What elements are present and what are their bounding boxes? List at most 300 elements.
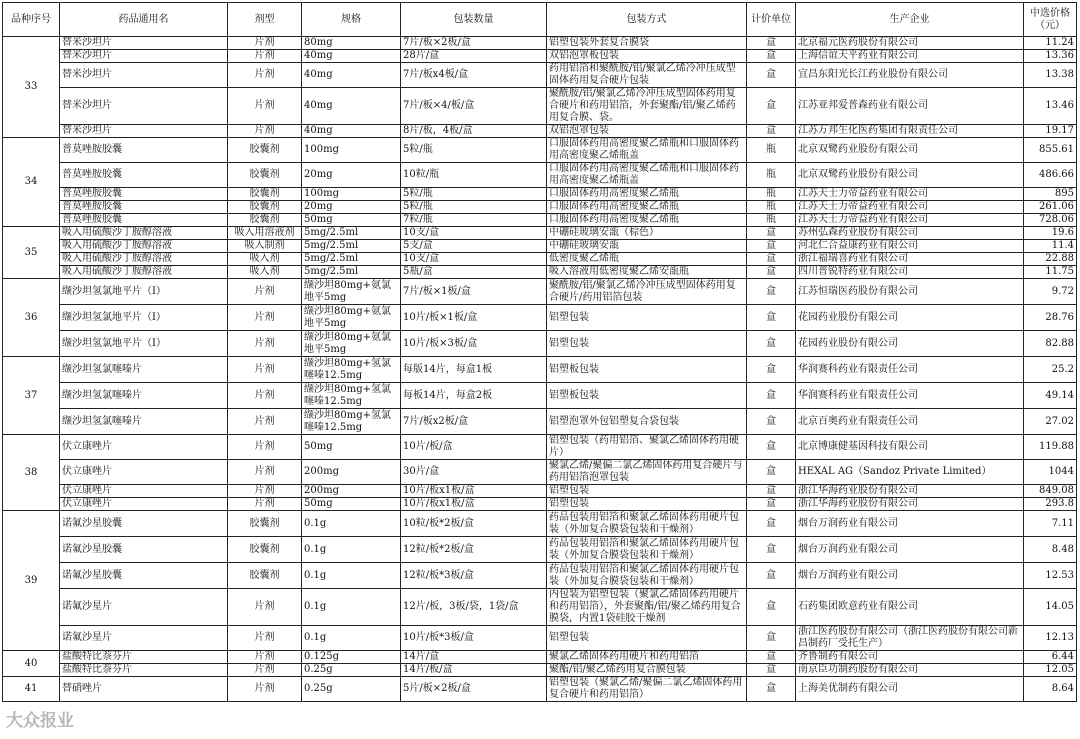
price-unit-cell: 瓶 [747, 188, 796, 201]
table-row [3, 188, 1077, 201]
price-cell: 27.02 [1024, 409, 1077, 435]
manufacturer-cell: 江苏万邦生化医药集团有限责任公司 [796, 125, 1024, 138]
price-cell: 1044 [1024, 460, 1077, 485]
pack-method-cell: 口服固体药用高密度聚乙烯瓶和口服固体药用高密度聚乙烯瓶盖 [547, 138, 747, 163]
pack-method-cell: 中硼硅玻璃安瓿 [547, 240, 747, 253]
table-row [3, 435, 1077, 460]
price-cell: 261.06 [1024, 201, 1077, 214]
pack-method-cell: 铝塑包装（药用铝箔、聚氯乙烯固体药用硬片） [547, 435, 747, 460]
manufacturer-cell: 江苏亚邦爱普森药业有限公司 [796, 88, 1024, 125]
table-row [3, 626, 1077, 651]
pack-qty-cell: 10粒/瓶 [401, 163, 547, 188]
price-unit-cell: 盒 [747, 125, 796, 138]
manufacturer-cell: 花园药业股份有限公司 [796, 331, 1024, 357]
manufacturer-cell: HEXAL AG（Sandoz Private Limited） [796, 460, 1024, 485]
table-row [3, 88, 1077, 125]
drug-name-cell: 缬沙坦氢氯噻嗪片 [60, 409, 228, 435]
dosage-form-cell: 胶囊剂 [228, 563, 302, 589]
manufacturer-cell: 浙江福瑞喜药业有限公司 [796, 253, 1024, 266]
dosage-form-cell: 吸入剂 [228, 253, 302, 266]
spec-cell: 200mg [302, 460, 401, 485]
table-row [3, 511, 1077, 537]
header-row [3, 3, 1077, 37]
pack-qty-cell: 10粒/板*2板/盒 [401, 511, 547, 537]
price-unit-cell: 瓶 [747, 201, 796, 214]
table-row [3, 125, 1077, 138]
header-group: 品种序号 [3, 3, 60, 37]
group-number: 37 [3, 357, 60, 435]
pack-qty-cell: 10片/板x1板/盒 [401, 498, 547, 511]
spec-cell: 100mg [302, 188, 401, 201]
group-number: 36 [3, 279, 60, 357]
dosage-form-cell: 片剂 [228, 305, 302, 331]
pack-method-cell: 铝塑包装 [547, 305, 747, 331]
pack-qty-cell: 10片/板×3板/盒 [401, 331, 547, 357]
pack-qty-cell: 5粒/瓶 [401, 188, 547, 201]
spec-cell: 缬沙坦80mg+氨氯地平5mg [302, 279, 401, 305]
manufacturer-cell: 华润赛科药业有限责任公司 [796, 383, 1024, 409]
table-row [3, 266, 1077, 279]
table-row [3, 409, 1077, 435]
drug-name-cell: 普莫唑胺胶囊 [60, 163, 228, 188]
spec-cell: 缬沙坦80mg+氢氯噻嗪12.5mg [302, 357, 401, 383]
price-cell: 12.53 [1024, 563, 1077, 589]
price-unit-cell: 盒 [747, 537, 796, 563]
spec-cell: 缬沙坦80mg+氢氯噻嗪12.5mg [302, 383, 401, 409]
table-row [3, 37, 1077, 50]
manufacturer-cell: 宜昌东阳光长江药业股份有限公司 [796, 63, 1024, 88]
table-row [3, 214, 1077, 227]
table-row [3, 163, 1077, 188]
price-cell: 12.05 [1024, 664, 1077, 677]
price-unit-cell: 盒 [747, 511, 796, 537]
manufacturer-cell: 烟台万润药业有限公司 [796, 563, 1024, 589]
pack-qty-cell: 10片/板*3板/盒 [401, 626, 547, 651]
dosage-form-cell: 片剂 [228, 63, 302, 88]
pack-method-cell: 聚酯/铝/聚乙烯药用复合膜包装 [547, 664, 747, 677]
dosage-form-cell: 胶囊剂 [228, 138, 302, 163]
drug-name-cell: 缬沙坦氢氯噻嗪片 [60, 357, 228, 383]
pack-method-cell: 聚酰胺/铝/聚氯乙烯冷冲压成型固体药用复合硬片/药用铝箔包装 [547, 279, 747, 305]
price-unit-cell: 盒 [747, 63, 796, 88]
price-unit-cell: 盒 [747, 651, 796, 664]
manufacturer-cell: 浙江华海药业股份有限公司 [796, 498, 1024, 511]
dosage-form-cell: 片剂 [228, 357, 302, 383]
spec-cell: 40mg [302, 88, 401, 125]
spec-cell: 100mg [302, 138, 401, 163]
manufacturer-cell: 江苏天士力帝益药业有限公司 [796, 214, 1024, 227]
spec-cell: 0.1g [302, 563, 401, 589]
drug-name-cell: 吸入用硫酸沙丁胺醇溶液 [60, 266, 228, 279]
group-number: 34 [3, 138, 60, 227]
pack-qty-cell: 每板14片，每盒2板 [401, 383, 547, 409]
pack-method-cell: 聚氯乙烯固体药用硬片和药用铝箔 [547, 651, 747, 664]
price-unit-cell: 盒 [747, 279, 796, 305]
manufacturer-cell: 上海美优制药有限公司 [796, 677, 1024, 702]
price-unit-cell: 盒 [747, 664, 796, 677]
drug-name-cell: 伏立康唑片 [60, 435, 228, 460]
dosage-form-cell: 吸入用溶液剂 [228, 227, 302, 240]
watermark-logo: 大众报业 [6, 711, 74, 731]
drug-name-cell: 盐酸特比萘芬片 [60, 651, 228, 664]
manufacturer-cell: 北京博康健基因科技有限公司 [796, 435, 1024, 460]
price-unit-cell: 瓶 [747, 163, 796, 188]
manufacturer-cell: 烟台万润药业有限公司 [796, 511, 1024, 537]
table-row [3, 651, 1077, 664]
manufacturer-cell: 江苏天士力帝益药业有限公司 [796, 201, 1024, 214]
price-unit-cell: 盒 [747, 227, 796, 240]
pack-method-cell: 双铝泡罩包装 [547, 125, 747, 138]
pack-qty-cell: 每版14片，每盒1板 [401, 357, 547, 383]
dosage-form-cell: 片剂 [228, 331, 302, 357]
price-unit-cell: 盒 [747, 677, 796, 702]
drug-name-cell: 缬沙坦氢氯地平片（Ⅰ） [60, 279, 228, 305]
table-row [3, 498, 1077, 511]
pack-method-cell: 药品包装用铝箔和聚氯乙烯固体药用硬片包装（外加复合膜袋包装和干燥剂） [547, 563, 747, 589]
price-cell: 9.72 [1024, 279, 1077, 305]
price-cell: 11.24 [1024, 37, 1077, 50]
table-row [3, 240, 1077, 253]
dosage-form-cell: 片剂 [228, 589, 302, 626]
pack-qty-cell: 7片/板×4/板/盒 [401, 88, 547, 125]
drug-name-cell: 普莫唑胺胶囊 [60, 138, 228, 163]
pack-method-cell: 铝塑包装 [547, 626, 747, 651]
price-cell: 486.66 [1024, 163, 1077, 188]
spec-cell: 50mg [302, 214, 401, 227]
price-cell: 19.6 [1024, 227, 1077, 240]
drug-name-cell: 伏立康唑片 [60, 460, 228, 485]
pack-qty-cell: 5粒/瓶 [401, 201, 547, 214]
header-spec: 规格 [302, 3, 401, 37]
drug-name-cell: 伏立康唑片 [60, 485, 228, 498]
spec-cell: 20mg [302, 201, 401, 214]
pack-method-cell: 聚氯乙烯/聚偏二氯乙烯固体药用复合硬片与药用铝箔泡罩包装 [547, 460, 747, 485]
dosage-form-cell: 片剂 [228, 460, 302, 485]
price-unit-cell: 盒 [747, 435, 796, 460]
drug-name-cell: 吸入用硫酸沙丁胺醇溶液 [60, 227, 228, 240]
table-row [3, 485, 1077, 498]
header-price: 中选价格（元） [1024, 3, 1077, 37]
price-cell: 8.64 [1024, 677, 1077, 702]
drug-name-cell: 替米沙坦片 [60, 88, 228, 125]
dosage-form-cell: 胶囊剂 [228, 201, 302, 214]
spec-cell: 200mg [302, 485, 401, 498]
drug-name-cell: 缬沙坦氢氯地平片（Ⅰ） [60, 305, 228, 331]
dosage-form-cell: 片剂 [228, 677, 302, 702]
price-cell: 25.2 [1024, 357, 1077, 383]
group-number: 35 [3, 227, 60, 279]
price-cell: 7.11 [1024, 511, 1077, 537]
pack-method-cell: 低密度聚乙烯瓶 [547, 253, 747, 266]
table-row [3, 253, 1077, 266]
table-row [3, 50, 1077, 63]
price-unit-cell: 瓶 [747, 138, 796, 163]
table-row [3, 563, 1077, 589]
dosage-form-cell: 胶囊剂 [228, 511, 302, 537]
pack-method-cell: 内包装为铝塑包装（聚氯乙烯固体药用硬片和药用铝箔），外套聚酯/铝/聚乙烯药用复合膜袋，内置1袋硅胶干燥剂 [547, 589, 747, 626]
price-cell: 11.4 [1024, 240, 1077, 253]
price-cell: 6.44 [1024, 651, 1077, 664]
drug-name-cell: 盐酸特比萘芬片 [60, 664, 228, 677]
header-name: 药品通用名 [60, 3, 228, 37]
price-unit-cell: 盒 [747, 485, 796, 498]
table-row [3, 305, 1077, 331]
pack-method-cell: 药品包装用铝箔和聚氯乙烯固体药用硬片包装（外加复合膜袋包装和干燥剂） [547, 511, 747, 537]
drug-name-cell: 缬沙坦氢氯噻嗪片 [60, 383, 228, 409]
drug-name-cell: 替米沙坦片 [60, 63, 228, 88]
manufacturer-cell: 北京百奥药业有限责任公司 [796, 409, 1024, 435]
price-cell: 12.13 [1024, 626, 1077, 651]
dosage-form-cell: 片剂 [228, 485, 302, 498]
price-unit-cell: 盒 [747, 589, 796, 626]
pack-qty-cell: 10片/板x1板/盒 [401, 485, 547, 498]
manufacturer-cell: 四川普锐特药业有限公司 [796, 266, 1024, 279]
manufacturer-cell: 上海信谊天平药业有限公司 [796, 50, 1024, 63]
table-row [3, 537, 1077, 563]
price-cell: 13.38 [1024, 63, 1077, 88]
spec-cell: 40mg [302, 63, 401, 88]
price-unit-cell: 盒 [747, 305, 796, 331]
price-unit-cell: 盒 [747, 498, 796, 511]
pack-method-cell: 铝塑泡罩外包铝塑复合袋包装 [547, 409, 747, 435]
pack-method-cell: 口服固体药用高密度聚乙烯瓶 [547, 201, 747, 214]
pack-qty-cell: 10片/板/盒 [401, 435, 547, 460]
spec-cell: 0.125g [302, 651, 401, 664]
price-unit-cell: 盒 [747, 37, 796, 50]
spec-cell: 0.25g [302, 664, 401, 677]
dosage-form-cell: 片剂 [228, 435, 302, 460]
dosage-form-cell: 胶囊剂 [228, 214, 302, 227]
spec-cell: 0.1g [302, 511, 401, 537]
pack-method-cell: 铝塑板包装 [547, 357, 747, 383]
pack-qty-cell: 10支/盒 [401, 253, 547, 266]
manufacturer-cell: 石药集团欧意药业有限公司 [796, 589, 1024, 626]
dosage-form-cell: 片剂 [228, 279, 302, 305]
price-cell: 849.08 [1024, 485, 1077, 498]
pack-qty-cell: 7片/板x4板/盒 [401, 63, 547, 88]
spec-cell: 缬沙坦80mg+氨氯地平5mg [302, 331, 401, 357]
dosage-form-cell: 片剂 [228, 50, 302, 63]
dosage-form-cell: 片剂 [228, 88, 302, 125]
group-number: 33 [3, 37, 60, 138]
pack-method-cell: 铝塑包装 [547, 498, 747, 511]
dosage-form-cell: 片剂 [228, 383, 302, 409]
spec-cell: 5mg/2.5ml [302, 253, 401, 266]
pack-qty-cell: 5片/板×2板/盒 [401, 677, 547, 702]
drug-name-cell: 诺氟沙星胶囊 [60, 511, 228, 537]
table-row [3, 227, 1077, 240]
pack-method-cell: 口服固体药用高密度聚乙烯瓶 [547, 188, 747, 201]
spec-cell: 5mg/2.5ml [302, 240, 401, 253]
drug-name-cell: 吸入用硫酸沙丁胺醇溶液 [60, 253, 228, 266]
pack-qty-cell: 30片/盒 [401, 460, 547, 485]
dosage-form-cell: 吸入剂 [228, 266, 302, 279]
price-cell: 82.88 [1024, 331, 1077, 357]
spec-cell: 0.1g [302, 537, 401, 563]
manufacturer-cell: 浙江华海药业股份有限公司 [796, 485, 1024, 498]
dosage-form-cell: 片剂 [228, 125, 302, 138]
pack-method-cell: 铝塑包装 [547, 331, 747, 357]
price-unit-cell: 盒 [747, 409, 796, 435]
pack-method-cell: 口服固体药用高密度聚乙烯瓶和口服固体药用高密度聚乙烯瓶盖 [547, 163, 747, 188]
manufacturer-cell: 华润赛科药业有限责任公司 [796, 357, 1024, 383]
manufacturer-cell: 南京臣功制药股份有限公司 [796, 664, 1024, 677]
spec-cell: 50mg [302, 498, 401, 511]
manufacturer-cell: 江苏天士力帝益药业有限公司 [796, 188, 1024, 201]
price-unit-cell: 盒 [747, 626, 796, 651]
manufacturer-cell: 苏州弘森药业股份有限公司 [796, 227, 1024, 240]
price-cell: 13.46 [1024, 88, 1077, 125]
dosage-form-cell: 片剂 [228, 664, 302, 677]
table-row [3, 63, 1077, 88]
drug-name-cell: 替米沙坦片 [60, 125, 228, 138]
price-unit-cell: 盒 [747, 331, 796, 357]
dosage-form-cell: 片剂 [228, 626, 302, 651]
table-row [3, 279, 1077, 305]
price-unit-cell: 盒 [747, 460, 796, 485]
pack-qty-cell: 12片/板，3板/袋，1袋/盒 [401, 589, 547, 626]
price-cell: 13.36 [1024, 50, 1077, 63]
header-qty: 包装数量 [401, 3, 547, 37]
spec-cell: 20mg [302, 163, 401, 188]
price-unit-cell: 瓶 [747, 214, 796, 227]
pack-qty-cell: 8片/板，4板/盒 [401, 125, 547, 138]
table-row [3, 201, 1077, 214]
price-unit-cell: 盒 [747, 563, 796, 589]
price-cell: 11.75 [1024, 266, 1077, 279]
drug-name-cell: 替米沙坦片 [60, 50, 228, 63]
dosage-form-cell: 片剂 [228, 651, 302, 664]
table-row [3, 383, 1077, 409]
price-cell: 293.8 [1024, 498, 1077, 511]
table-row [3, 664, 1077, 677]
table-body [3, 37, 1077, 702]
header-form: 剂型 [228, 3, 302, 37]
drug-name-cell: 诺氟沙星胶囊 [60, 537, 228, 563]
pack-qty-cell: 28片/盒 [401, 50, 547, 63]
manufacturer-cell: 花园药业股份有限公司 [796, 305, 1024, 331]
dosage-form-cell: 片剂 [228, 409, 302, 435]
pack-qty-cell: 7片/板×1板/盒 [401, 279, 547, 305]
price-unit-cell: 盒 [747, 240, 796, 253]
drug-name-cell: 诺氟沙星片 [60, 626, 228, 651]
pack-method-cell: 药用铝箔和聚酰胺/铝/聚氯乙烯冷冲压成型固体药用复合硬片包装 [547, 63, 747, 88]
spec-cell: 缬沙坦80mg+氢氯噻嗪12.5mg [302, 409, 401, 435]
price-cell: 28.76 [1024, 305, 1077, 331]
table-row [3, 460, 1077, 485]
pack-method-cell: 中硼硅玻璃安瓿（棕色） [547, 227, 747, 240]
spec-cell: 0.25g [302, 677, 401, 702]
price-cell: 14.05 [1024, 589, 1077, 626]
dosage-form-cell: 胶囊剂 [228, 537, 302, 563]
header-pack: 包装方式 [547, 3, 747, 37]
price-unit-cell: 盒 [747, 88, 796, 125]
manufacturer-cell: 烟台万润药业有限公司 [796, 537, 1024, 563]
pack-qty-cell: 10片/板×1板/盒 [401, 305, 547, 331]
drug-name-cell: 普莫唑胺胶囊 [60, 201, 228, 214]
pack-method-cell: 药品包装用铝箔和聚氯乙烯固体药用硬片包装（外加复合膜袋包装和干燥剂） [547, 537, 747, 563]
manufacturer-cell: 北京双鹭药业股份有限公司 [796, 138, 1024, 163]
dosage-form-cell: 片剂 [228, 498, 302, 511]
drug-name-cell: 缬沙坦氢氯地平片（Ⅰ） [60, 331, 228, 357]
pack-qty-cell: 7片/板x2板/盒 [401, 409, 547, 435]
pack-qty-cell: 5瓶/盒 [401, 266, 547, 279]
price-unit-cell: 盒 [747, 357, 796, 383]
pack-qty-cell: 10支/盒 [401, 227, 547, 240]
table-row [3, 677, 1077, 702]
price-cell: 728.06 [1024, 214, 1077, 227]
dosage-form-cell: 吸入制剂 [228, 240, 302, 253]
table-row [3, 138, 1077, 163]
price-unit-cell: 盒 [747, 383, 796, 409]
price-cell: 855.61 [1024, 138, 1077, 163]
price-unit-cell: 盒 [747, 253, 796, 266]
spec-cell: 50mg [302, 435, 401, 460]
price-cell: 22.88 [1024, 253, 1077, 266]
spec-cell: 40mg [302, 50, 401, 63]
drug-name-cell: 诺氟沙星胶囊 [60, 563, 228, 589]
drug-name-cell: 诺氟沙星片 [60, 589, 228, 626]
drug-name-cell: 普莫唑胺胶囊 [60, 214, 228, 227]
drug-name-cell: 吸入用硫酸沙丁胺醇溶液 [60, 240, 228, 253]
table-row [3, 331, 1077, 357]
pack-qty-cell: 7片/板×2板/盒 [401, 37, 547, 50]
pack-qty-cell: 14片/盒 [401, 651, 547, 664]
table-row [3, 589, 1077, 626]
spec-cell: 缬沙坦80mg+氨氯地平5mg [302, 305, 401, 331]
drug-name-cell: 替硝唑片 [60, 677, 228, 702]
pack-method-cell: 铝塑包装外套复合膜袋 [547, 37, 747, 50]
price-unit-cell: 盒 [747, 50, 796, 63]
pack-method-cell: 双铝泡罩板包装 [547, 50, 747, 63]
price-unit-cell: 盒 [747, 266, 796, 279]
header-maker: 生产企业 [796, 3, 1024, 37]
pack-qty-cell: 7粒/瓶 [401, 214, 547, 227]
manufacturer-cell: 北京双鹭药业股份有限公司 [796, 163, 1024, 188]
manufacturer-cell: 江苏恒瑞医药股份有限公司 [796, 279, 1024, 305]
spec-cell: 5mg/2.5ml [302, 227, 401, 240]
manufacturer-cell: 北京福元医药股份有限公司 [796, 37, 1024, 50]
pack-qty-cell: 12粒/板*3板/盒 [401, 563, 547, 589]
pack-method-cell: 吸入溶液用低密度聚乙烯安瓿瓶 [547, 266, 747, 279]
spec-cell: 40mg [302, 125, 401, 138]
header-unit: 计价单位 [747, 3, 796, 37]
drug-name-cell: 普莫唑胺胶囊 [60, 188, 228, 201]
pack-method-cell: 聚酰胺/铝/聚氯乙烯冷冲压成型固体药用复合硬片和药用铝箔，外套聚酯/铝/聚乙烯药用复合膜、袋。 [547, 88, 747, 125]
table-row [3, 357, 1077, 383]
pack-qty-cell: 5支/盒 [401, 240, 547, 253]
manufacturer-cell: 齐鲁制药有限公司 [796, 651, 1024, 664]
pack-method-cell: 铝塑包装（聚氯乙烯/聚偏二氯乙烯固体药用复合硬片和药用铝箔） [547, 677, 747, 702]
group-number: 38 [3, 435, 60, 511]
spec-cell: 0.1g [302, 589, 401, 626]
price-cell: 49.14 [1024, 383, 1077, 409]
price-cell: 19.17 [1024, 125, 1077, 138]
group-number: 39 [3, 511, 60, 651]
spec-cell: 5mg/2.5ml [302, 266, 401, 279]
price-cell: 895 [1024, 188, 1077, 201]
spec-cell: 80mg [302, 37, 401, 50]
dosage-form-cell: 胶囊剂 [228, 188, 302, 201]
pack-method-cell: 口服固体药用高密度聚乙烯瓶 [547, 214, 747, 227]
group-number: 40 [3, 651, 60, 677]
drug-name-cell: 替米沙坦片 [60, 37, 228, 50]
spec-cell: 0.1g [302, 626, 401, 651]
dosage-form-cell: 胶囊剂 [228, 163, 302, 188]
price-cell: 8.48 [1024, 537, 1077, 563]
pack-method-cell: 铝塑包装 [547, 485, 747, 498]
pack-qty-cell: 5粒/瓶 [401, 138, 547, 163]
